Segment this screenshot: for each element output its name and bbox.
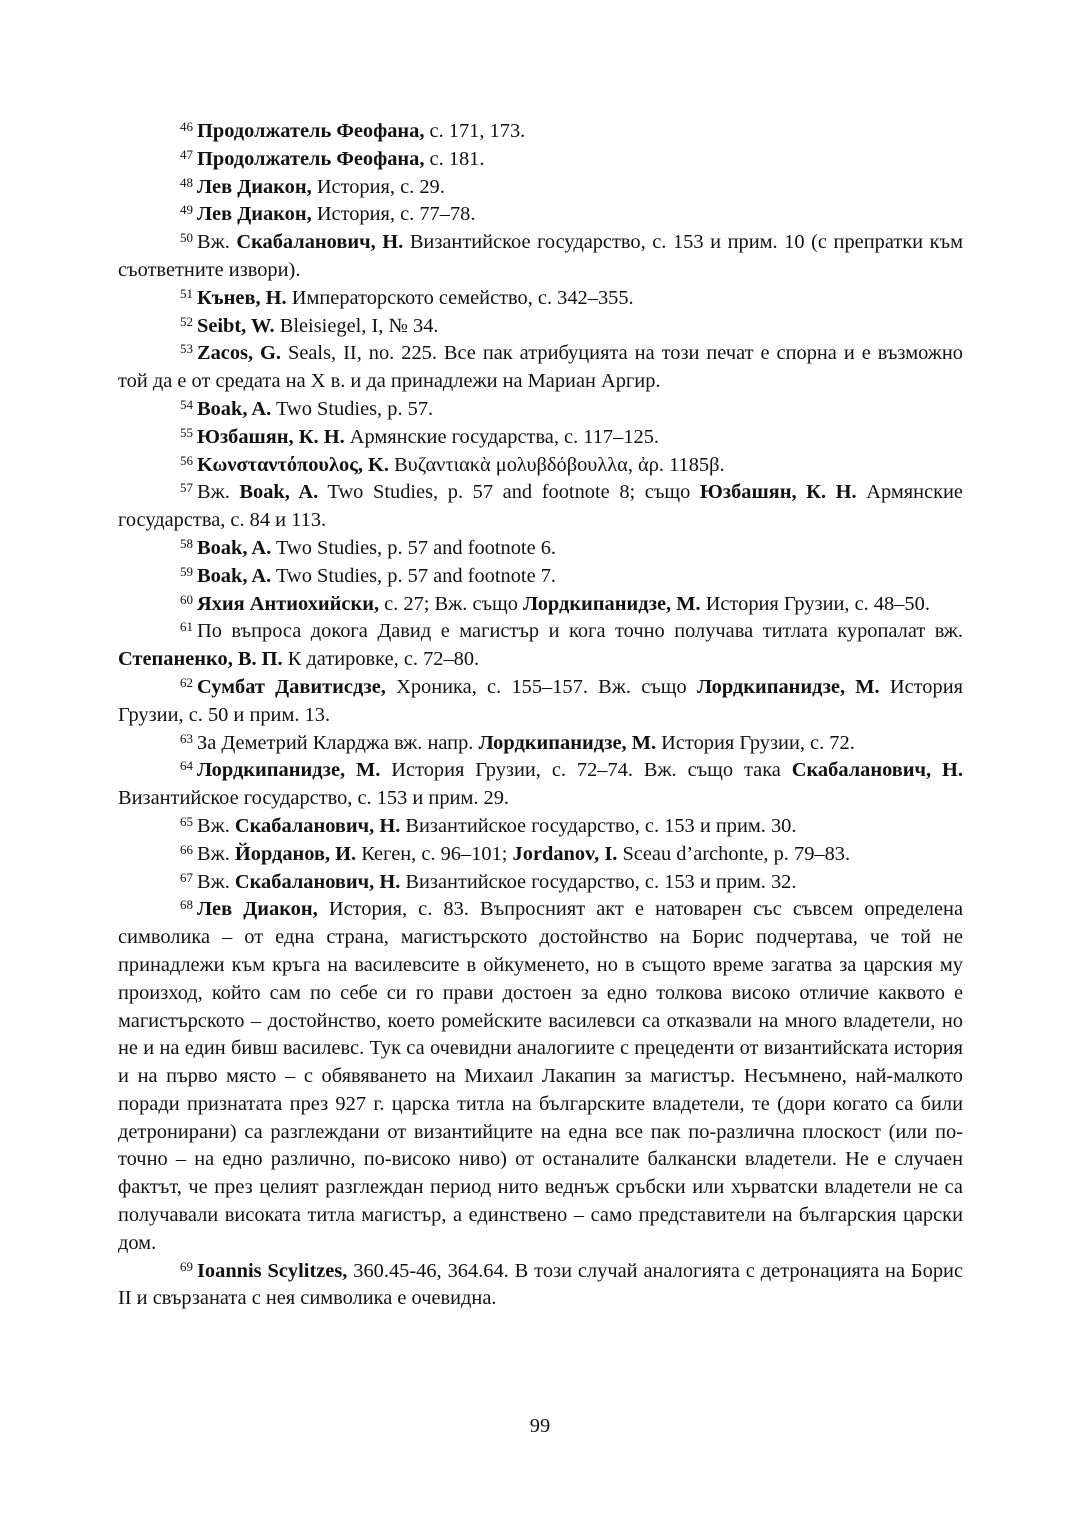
footnote-text: Византийское государство, с. 153 и прим. 30. [400,814,797,837]
footnote-67 [118,869,963,897]
footnote-number: 50 [180,230,193,246]
footnote-text: Two Studies, p. 57 and footnote 7. [271,564,557,587]
footnote-number: 63 [180,730,193,746]
footnote-text: Вж. [197,231,237,254]
footnotes-list [118,118,963,1313]
footnote-number: 58 [180,535,193,551]
footnote-text: 360.45-46, 364.64. В този случай аналогията с детронацията на Борис II и свързаната с нея символика е очевидна. [118,1259,963,1310]
footnote-text: Вж. [197,481,240,504]
footnote-number: 48 [180,174,193,190]
footnote-text: Вж. [197,814,235,837]
footnote-62 [118,674,963,730]
footnote-author: Лев Диакон, [197,175,312,198]
footnote-author: Кънев, Н. [197,286,287,309]
footnote-author: Seibt, W. [197,314,275,337]
footnote-number: 53 [180,341,193,357]
footnote-text: Вж. [197,870,235,893]
footnote-author: Лордкипанидзе, М. [197,759,381,782]
footnote-author: Скабаланович, Н. [791,759,963,782]
footnote-text: Sceau d’archonte, p. 79–83. [617,842,851,865]
footnote-text: Армянские государства, с. 117–125. [344,425,659,448]
footnote-number: 57 [180,480,193,496]
footnote-author: Юзбашян, К. Н. [197,425,345,448]
footnote-number: 62 [180,674,193,690]
footnote-author: Boak, A. [197,397,272,420]
footnote-56 [118,452,963,480]
footnote-59 [118,563,963,591]
footnote-text: Two Studies, p. 57. [271,397,434,420]
footnote-64 [118,757,963,813]
footnote-58 [118,535,963,563]
footnote-number: 64 [180,758,193,774]
footnote-author: Лев Диакон, [197,898,318,921]
footnote-text: История, с. 83. Въпросният акт е натоварен със съвсем определена символика – от една страна, магистърското достойнство на Борис подчертава, че той не принадлежи към кръга на василевсите в ойкуменето, но в същото време загатва за царския му произход, който сам по себе си го прави достоен за едно толкова високо отличие каквото е магистърското – достойнство, което ромейските василевси са отказвали на много владетели, но не и на един бивш василевс. Тук са очевидни аналогиите с прецеденти от византийската история и на първо място – с обявяването на Михаил Лакапин за магистър. Несъмнено, най-малкото поради признатата през 927 г. царска титла на българските владетели, те (дори когато са били детронирани) са разглеждани от византийците на една все пак по-различна плоскост (или по-точно – на едно различно, по-високо ниво) от останалите балкански владетели. Не е случаен фактът, че през целият разглеждан период нито веднъж сръбски или хърватски владетели не са получавали високата титла магистър, а единствено – само представители на българския царски дом. [118,898,963,1254]
footnote-text: с. 27; Вж. също [379,592,524,615]
footnote-author: Йорданов, И. [234,842,357,865]
footnote-author: Ioannis Scylitzes, [197,1259,348,1282]
footnote-author: Сумбат Давитисдзе, [197,675,386,698]
footnote-author: Яхия Антиохийски, [197,592,380,615]
footnote-text: Вж. [197,842,235,865]
footnote-52 [118,313,963,341]
footnote-author: Zacos, G. [197,342,282,365]
footnote-53 [118,340,963,396]
footnote-author: Лев Диакон, [197,203,312,226]
footnote-author: Κωνσταντόπουλος, Κ. [197,453,389,476]
footnote-author: Лордкипанидзе, М. [523,592,701,615]
footnote-text: Византийское государство, с. 153 и прим. 29. [118,787,510,810]
footnote-text: Хроника, с. 155–157. Вж. също [385,675,697,698]
footnote-author: Jordanov, I. [512,842,618,865]
footnote-69 [118,1258,963,1314]
footnote-57 [118,479,963,535]
footnote-number: 55 [180,424,193,440]
footnote-author: Скабаланович, Н. [236,231,404,254]
footnote-63 [118,730,963,758]
footnote-text: Bleisiegel, I, № 34. [274,314,439,337]
footnote-text: с. 171, 173. [424,120,526,142]
footnote-text: К датировке, с. 72–80. [282,648,480,671]
footnote-text: История Грузии, с. 72. [656,731,855,754]
footnote-50 [118,229,963,285]
footnote-author: Продолжатель Феофана, [197,120,425,142]
footnote-text: История Грузии, с. 72–74. Вж. също така [380,759,792,782]
footnote-text: По въпроса докога Давид е магистър и кога точно получава титлата куропалат вж. [197,620,963,643]
footnote-text: Византийское государство, с. 153 и прим. 32. [400,870,797,893]
page-number: 99 [529,1415,551,1437]
footnote-text: Кеген, с. 96–101; [356,842,513,865]
footnote-66 [118,841,963,869]
footnote-65 [118,813,963,841]
footnote-number: 56 [180,452,193,468]
footnote-author: Boak, A. [197,564,272,587]
footnote-text: История, с. 29. [311,175,445,198]
footnote-48 [118,174,963,202]
footnote-author: Boak, A. [239,481,319,504]
footnote-text: Seals, II, no. 225. Все пак атрибуцията на този печат е спорна и е възможно той да е от средата на X в. и да принадлежи на Мариан Аргир. [118,342,963,393]
footnote-number: 65 [180,813,193,829]
footnote-text: Two Studies, p. 57 and footnote 6. [271,536,557,559]
footnote-46 [118,118,963,146]
footnote-61 [118,618,963,674]
footnote-text: История Грузии, с. 50 и прим. 13. [118,675,963,726]
footnote-author: Boak, A. [197,536,272,559]
footnote-number: 67 [180,869,193,885]
footnote-text: История Грузии, с. 48–50. [700,592,930,615]
footnote-author: Лордкипанидзе, М. [696,675,880,698]
footnote-text: За Деметрий Кларджа вж. напр. [197,731,479,754]
footnote-60 [118,591,963,619]
footnote-number: 66 [180,841,193,857]
footnote-author: Степаненко, В. П. [118,648,283,671]
footnote-author: Лордкипанидзе, М. [478,731,657,754]
footnote-author: Продолжатель Феофана, [197,147,425,170]
footnote-number: 60 [180,591,193,607]
footnote-number: 49 [180,202,193,218]
footnote-number: 52 [180,313,193,329]
footnote-number: 54 [180,396,193,412]
footnote-text: Императорското семейство, с. 342–355. [286,286,634,309]
footnote-number: 51 [180,285,193,301]
footnote-text: с. 181. [424,147,485,170]
footnote-number: 47 [180,146,193,162]
footnote-text: Two Studies, p. 57 and footnote 8; също [318,481,700,504]
footnote-55 [118,424,963,452]
footnote-number: 46 [180,119,193,134]
footnote-number: 68 [180,897,193,913]
footnote-author: Юзбашян, К. Н. [699,481,857,504]
footnote-text: Βυζαντιακὰ μολυβδόβουλλα, ἀρ. 1185β. [388,453,725,476]
footnote-51 [118,285,963,313]
footnote-number: 69 [180,1258,193,1274]
footnote-47 [118,146,963,174]
footnote-49 [118,201,963,229]
footnote-text: История, с. 77–78. [311,203,476,226]
footnote-number: 59 [180,563,193,579]
footnote-author: Скабаланович, Н. [234,814,401,837]
footnote-text: Армянские государства, с. 84 и 113. [118,481,963,532]
footnote-54 [118,396,963,424]
footnote-number: 61 [180,619,193,635]
footnote-author: Скабаланович, Н. [234,870,401,893]
footnote-text: Византийское государство, с. 153 и прим. 10 (с препратки към съответните извори). [118,231,963,281]
footnote-68 [118,896,963,1257]
